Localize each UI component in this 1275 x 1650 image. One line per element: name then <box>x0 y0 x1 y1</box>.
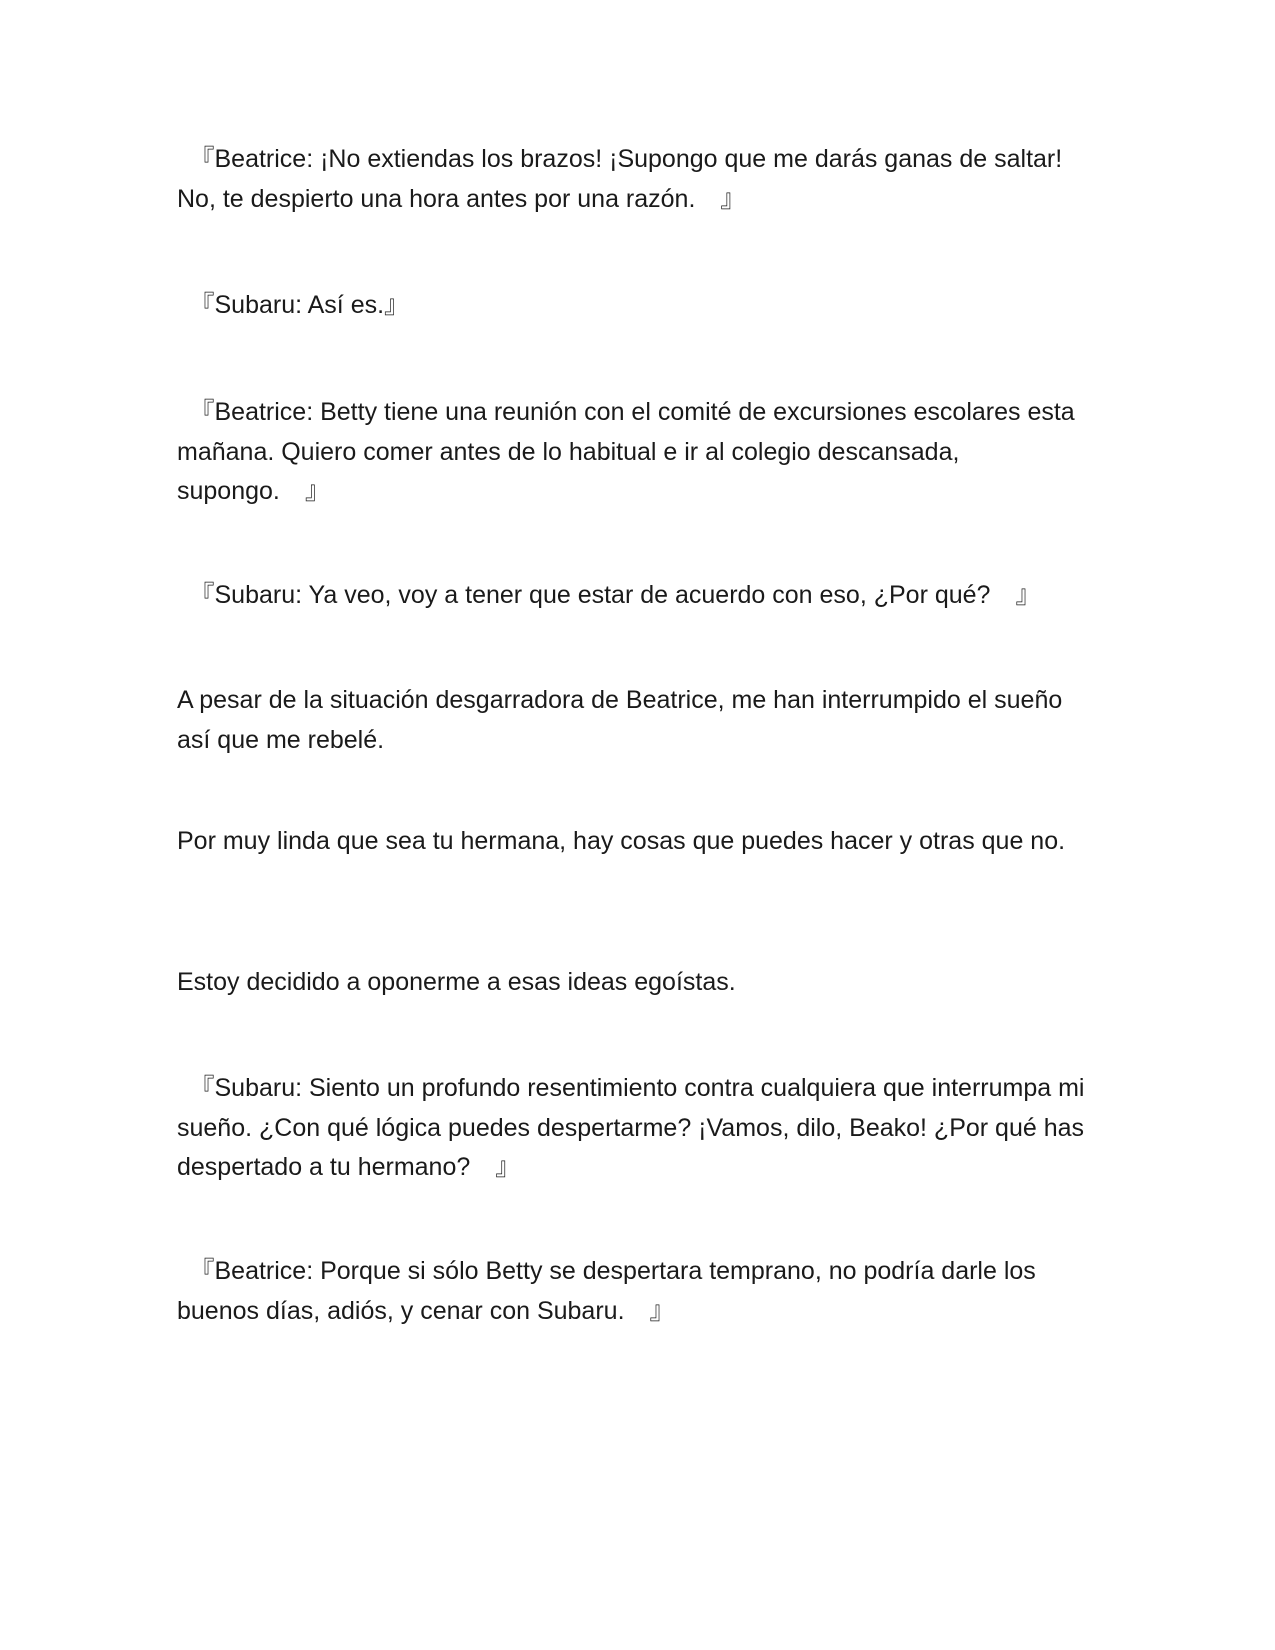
dialogue-beatrice-arms: 『Beatrice: ¡No extiendas los brazos! ¡Supongo que me darás ganas de saltar! No, te despierto una hora antes por una razón. 』 <box>177 145 1070 213</box>
dialogue-subaru-asi-es: 『Subaru: Así es.』 <box>177 291 410 319</box>
dialogue-subaru-por-que: 『Subaru: Ya veo, voy a tener que estar de acuerdo con eso, ¿Por qué? 』 <box>177 581 1041 609</box>
dialogue-beatrice-meeting: 『Beatrice: Betty tiene una reunión con el comité de excursiones escolares esta mañana. Quiero comer antes de lo habitual e ir al colegio descansada, supongo. 』 <box>177 398 1082 505</box>
dialogue-subaru-resentment: 『Subaru: Siento un profundo resentimiento contra cualquiera que interrumpa mi sueño. ¿Con qué lógica puedes despertarme? ¡Vamos, dilo, Beako! ¿Por qué has despertado a tu hermano? 』 <box>177 1074 1092 1181</box>
narration-rebel: A pesar de la situación desgarradora de Beatrice, me han interrumpido el sueño así que me rebelé. <box>177 686 1070 754</box>
dialogue-beatrice-reason: 『Beatrice: Porque si sólo Betty se despertara temprano, no podría darle los buenos días, adiós, y cenar con Subaru. 』 <box>177 1257 1043 1325</box>
narration-sister: Por muy linda que sea tu hermana, hay cosas que puedes hacer y otras que no. <box>177 827 1066 855</box>
narration-oppose: Estoy decidido a oponerme a esas ideas egoístas. <box>177 968 736 996</box>
